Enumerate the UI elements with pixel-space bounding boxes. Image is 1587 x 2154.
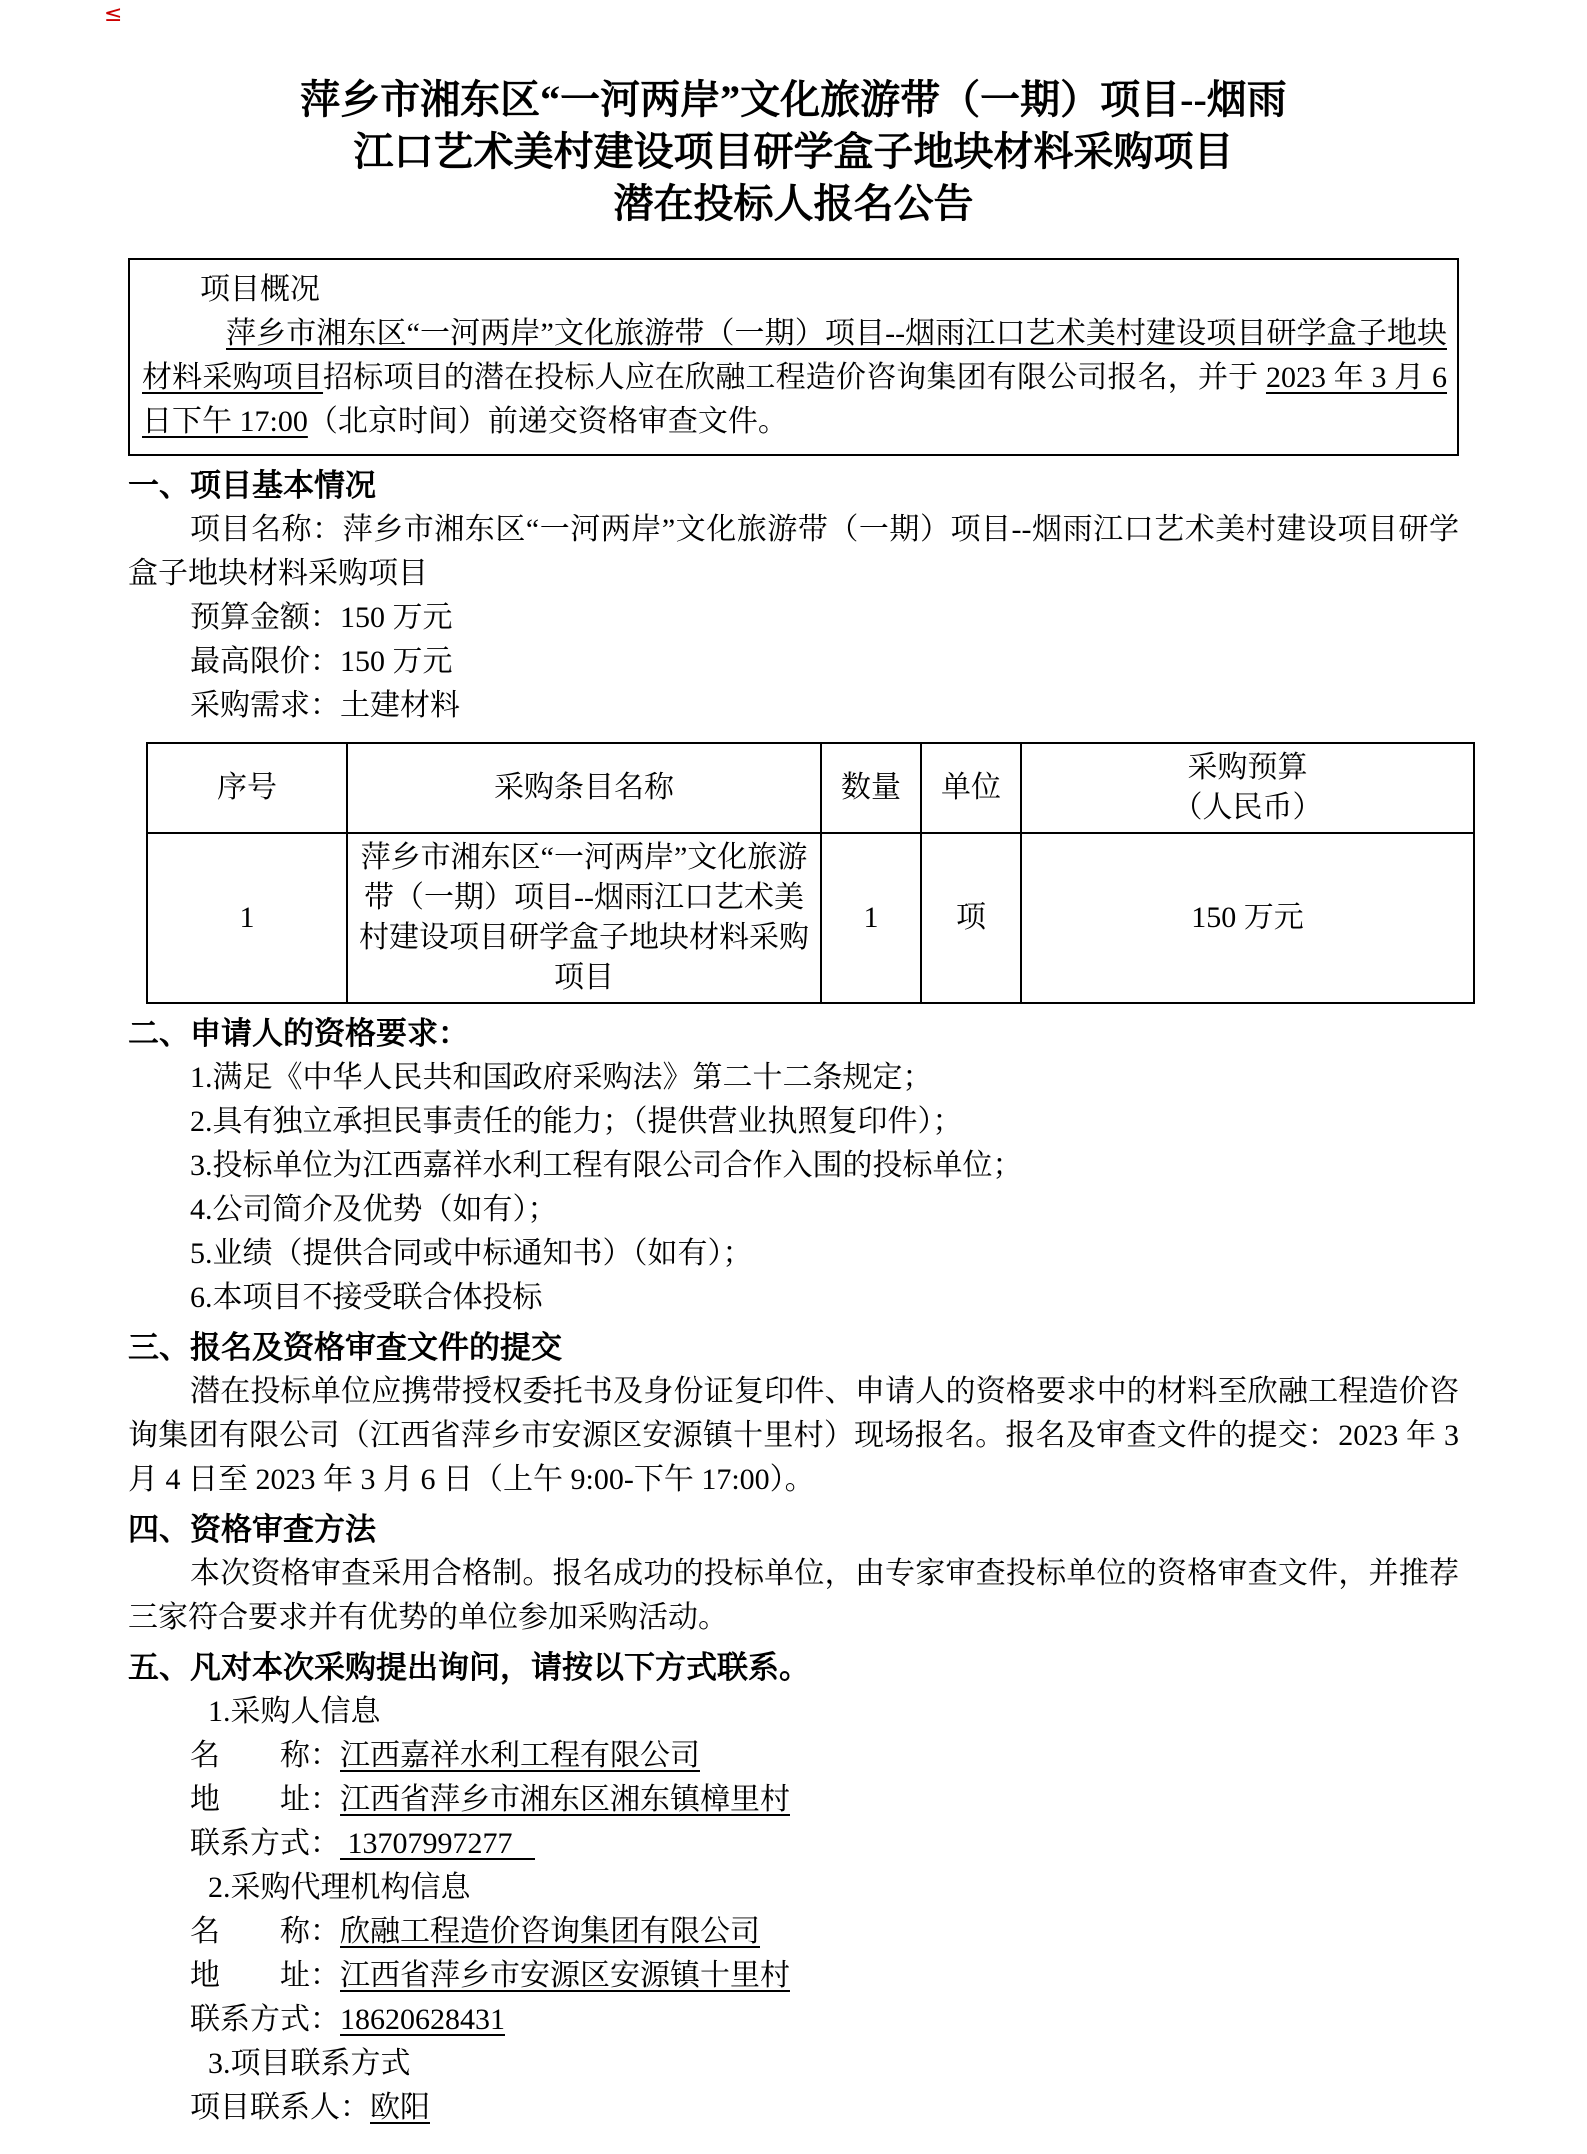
qualification-item-5: 5.业绩（提供合同或中标通知书）（如有）； xyxy=(190,1237,753,1270)
red-corner-mark: ≤ xyxy=(104,2,123,27)
project-contact-line xyxy=(128,2086,1459,2130)
qualification-item-1: 1.满足《中华人民共和国政府采购法》第二十二条规定； xyxy=(190,1061,933,1094)
agent-contact-label: 联系方式： xyxy=(190,2003,340,2036)
table-row xyxy=(147,833,1474,1003)
section1-heading: 一、项目基本情况 xyxy=(128,468,376,503)
buyer-address-label: 地 址： xyxy=(190,1783,340,1816)
qualification-item-6: 6.本项目不接受联合体投标 xyxy=(190,1281,543,1314)
project-contact-name: 欧阳 xyxy=(370,2091,430,2124)
buyer-contact-label: 联系方式： xyxy=(190,1827,340,1860)
agent-address-line xyxy=(128,1954,1459,1998)
project-contact-label: 项目联系人： xyxy=(190,2091,370,2124)
overview-tail-text: （北京时间）前递交资格审查文件。 xyxy=(307,405,788,438)
header-seq: 序号 xyxy=(147,743,347,833)
header-unit: 单位 xyxy=(921,743,1021,833)
table-header-row xyxy=(147,743,1474,833)
qualification-item-3: 3.投标单位为江西嘉祥水利工程有限公司合作入围的投标单位； xyxy=(190,1149,1023,1182)
agent-name-label: 名 称： xyxy=(190,1915,340,1948)
buyer-name-line xyxy=(128,1734,1459,1778)
section2-heading: 二、申请人的资格要求： xyxy=(128,1016,469,1051)
header-budget xyxy=(1021,743,1474,833)
document-title xyxy=(128,74,1459,230)
buyer-name-label: 名 称： xyxy=(190,1739,340,1772)
agent-address-label: 地 址： xyxy=(190,1959,340,1992)
overview-middle-text: 招标项目的潜在投标人应在欣融工程造价咨询集团有限公司报名，并于 xyxy=(323,361,1266,394)
project-overview-box xyxy=(128,258,1459,456)
cell-item-name: 萍乡市湘东区“一河两岸”文化旅游带（一期）项目--烟雨江口艺术美村建设项目研学盒子地块材料采购项目 xyxy=(347,833,821,1003)
section3-heading: 三、报名及资格审查文件的提交 xyxy=(128,1330,562,1365)
buyer-contact-line xyxy=(128,1822,1459,1866)
agent-name-line xyxy=(128,1910,1459,1954)
cell-budget: 150 万元 xyxy=(1021,833,1474,1003)
header-budget-line1: 采购预算 xyxy=(1187,751,1308,784)
qualification-item-4: 4.公司简介及优势（如有）； xyxy=(190,1193,558,1226)
project-name-line: 项目名称：萍乡市湘东区“一河两岸”文化旅游带（一期）项目--烟雨江口艺术美村建设项目研学盒子地块材料采购项目 xyxy=(128,513,1459,590)
agent-contact-value: 18620628431 xyxy=(340,2003,505,2036)
demand-line: 采购需求：土建材料 xyxy=(190,689,460,722)
overview-deadline-underlined: 2023 年 3 月 6 日下午 17:00 xyxy=(142,361,1448,438)
buyer-name-value: 江西嘉祥水利工程有限公司 xyxy=(340,1739,700,1772)
title-line-2: 江口艺术美村建设项目研学盒子地块材料采购项目 xyxy=(353,129,1234,174)
overview-paragraph xyxy=(142,312,1447,444)
section5-heading: 五、凡对本次采购提出询问，请按以下方式联系。 xyxy=(128,1650,810,1685)
buyer-info-subheading: 1.采购人信息 xyxy=(208,1695,381,1728)
title-line-1: 萍乡市湘东区“一河两岸”文化旅游带（一期）项目--烟雨 xyxy=(300,77,1287,122)
agent-address-value: 江西省萍乡市安源区安源镇十里村 xyxy=(340,1959,790,1992)
section4-heading: 四、资格审查方法 xyxy=(128,1512,376,1547)
overview-heading: 项目概况 xyxy=(200,273,320,306)
budget-line: 预算金额：150 万元 xyxy=(190,601,453,634)
cell-qty: 1 xyxy=(821,833,921,1003)
procurement-items-table xyxy=(146,742,1475,1004)
cell-seq: 1 xyxy=(147,833,347,1003)
section3-paragraph: 潜在投标单位应携带授权委托书及身份证复印件、申请人的资格要求中的材料至欣融工程造价咨询集团有限公司（江西省萍乡市安源区安源镇十里村）现场报名。报名及审查文件的提交：2023 年 3 月 4 日至 2023 年 3 月 6 日（上午 9:00-下午 17:00）。 xyxy=(128,1375,1459,1496)
header-budget-line2: （人民币） xyxy=(1172,791,1323,824)
header-item-name: 采购条目名称 xyxy=(347,743,821,833)
buyer-address-value: 江西省萍乡市湘东区湘东镇樟里村 xyxy=(340,1783,790,1816)
agent-name-value: 欣融工程造价咨询集团有限公司 xyxy=(340,1915,760,1948)
title-line-3: 潜在投标人报名公告 xyxy=(613,181,974,226)
agent-info-subheading: 2.采购代理机构信息 xyxy=(208,1871,471,1904)
header-qty: 数量 xyxy=(821,743,921,833)
cell-unit: 项 xyxy=(921,833,1021,1003)
buyer-address-line xyxy=(128,1778,1459,1822)
project-contact-subheading: 3.项目联系方式 xyxy=(208,2047,411,2080)
qualification-item-2: 2.具有独立承担民事责任的能力；（提供营业执照复印件）； xyxy=(190,1105,963,1138)
buyer-contact-value: 13707997277 xyxy=(340,1827,535,1860)
max-price-line: 最高限价：150 万元 xyxy=(190,645,453,678)
overview-project-name-underlined: 萍乡市湘东区“一河两岸”文化旅游带（一期）项目--烟雨江口艺术美村建设项目研学盒子地块材料采购项目 xyxy=(142,317,1447,394)
section4-paragraph: 本次资格审查采用合格制。报名成功的投标单位，由专家审查投标单位的资格审查文件，并推荐三家符合要求并有优势的单位参加采购活动。 xyxy=(128,1557,1459,1634)
agent-contact-line xyxy=(128,1998,1459,2042)
